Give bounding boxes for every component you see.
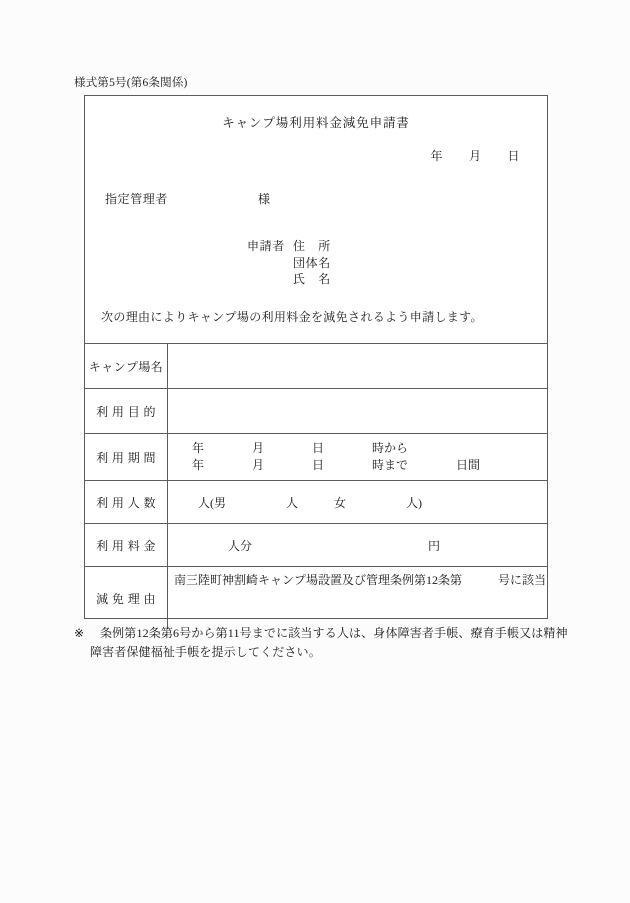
- date-day-label: 日: [507, 149, 520, 163]
- fee-line: [168, 537, 547, 554]
- application-form-box: [84, 95, 548, 619]
- fee-person-unit: 人分: [228, 538, 253, 553]
- date-year-label: 年: [430, 149, 443, 163]
- row-value-reason[interactable]: 南三陸町神割崎キャンプ場設置及び管理条例第12条第 号に該当: [168, 567, 548, 630]
- people-count-line: 人(男 人 女 人): [198, 495, 422, 510]
- application-details-table: [85, 344, 547, 629]
- period-to-line: 年 月 日 時まで 日間: [192, 458, 481, 472]
- applicant-fields: [293, 238, 331, 288]
- row-value-fee[interactable]: [168, 524, 548, 567]
- form-header-block: [85, 96, 547, 344]
- document-title: キャンプ場利用料金減免申請書: [222, 116, 410, 130]
- applicant-block: [247, 238, 331, 288]
- row-label-reason: 減 免 理 由: [85, 567, 168, 630]
- row-value-campsite-name[interactable]: [168, 344, 548, 389]
- applicant-field-name: 氏 名: [293, 272, 331, 286]
- footnote-line-2: 障害者保健福祉手帳を提示してください。: [90, 645, 321, 659]
- applicant-label: 申請者: [247, 239, 285, 253]
- form-number-header: 様式第5号(第6条関係): [74, 77, 188, 89]
- footnote-block: [74, 624, 568, 662]
- fee-currency-unit: 円: [428, 538, 441, 553]
- table-row-fee: [85, 524, 547, 567]
- applicant-field-address: 住 所: [293, 239, 331, 253]
- row-label-period: 利 用 期 間: [85, 434, 168, 481]
- date-entry-line: [430, 147, 520, 164]
- footnote-text-1: 条例第12条第6号から第11号までに該当する人は、身体障害者手帳、療育手帳又は精神: [100, 626, 568, 640]
- table-row-campsite-name: [85, 344, 547, 389]
- date-month-label: 月: [468, 149, 482, 163]
- row-value-purpose[interactable]: [168, 389, 548, 434]
- period-lines: [168, 440, 547, 474]
- table-row-purpose: [85, 389, 547, 434]
- table-row-period: [85, 434, 547, 481]
- row-label-people-count: 利 用 人 数: [85, 481, 168, 524]
- row-value-people-count[interactable]: [168, 481, 548, 524]
- table-row-reason: [85, 567, 547, 630]
- addressee-name: 指定管理者: [105, 192, 169, 206]
- period-from-line: 年 月 日 時から: [192, 441, 409, 455]
- row-label-purpose: 利 用 目 的: [85, 389, 168, 434]
- applicant-field-organization: 団体名: [293, 255, 331, 270]
- addressee-line: [105, 190, 271, 207]
- row-value-period[interactable]: [168, 434, 548, 481]
- footnote-line-1: [74, 624, 568, 643]
- table-row-people-count: [85, 481, 547, 524]
- application-statement: 次の理由によりキャンプ場の利用料金を減免されるよう申請します。: [101, 310, 483, 324]
- row-label-campsite-name: キャンプ場名: [85, 344, 168, 389]
- footnote-mark-icon: ※: [74, 626, 85, 640]
- addressee-honorific: 様: [258, 192, 271, 206]
- row-label-fee: 利 用 料 金: [85, 524, 168, 567]
